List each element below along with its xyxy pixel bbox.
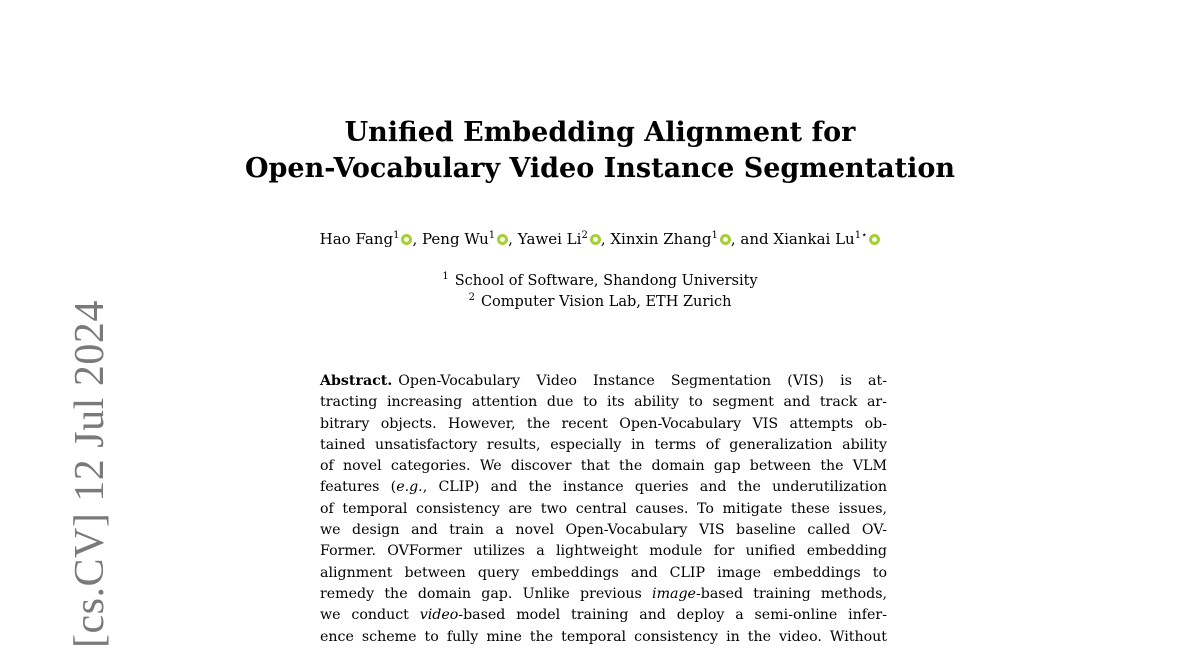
abstract-line: we conduct video-based model training and deploy a semi-online infer- — [320, 607, 887, 624]
affiliation-text: School of Software, Shandong University — [454, 273, 758, 289]
title-line-1: Unified Embedding Alignment for — [344, 117, 856, 148]
author-name: Hao Fang — [319, 230, 394, 248]
abstract — [320, 371, 887, 648]
author-affiliation-mark: 1⋆ — [854, 230, 868, 241]
author-name: Peng Wu — [422, 230, 489, 248]
affiliation — [300, 271, 900, 292]
abstract-line: bitrary objects. However, the recent Open-Vocabulary VIS attempts ob- — [320, 415, 887, 432]
author-affiliation-mark: 1 — [393, 230, 400, 241]
author-name: Xiankai Lu — [773, 230, 855, 248]
abstract-line: of temporal consistency are two central causes. To mitigate these issues, — [320, 500, 887, 517]
abstract-line: alignment between query embeddings and CLIP image embeddings to — [320, 564, 887, 581]
abstract-line: ence scheme to fully mine the temporal consistency in the video. Without — [320, 628, 887, 645]
arxiv-stamp: [cs.CV] 12 Jul 2024 — [67, 300, 113, 648]
author — [610, 230, 731, 248]
author — [320, 230, 413, 248]
paper-title — [240, 115, 960, 187]
orcid-icon[interactable] — [401, 234, 412, 245]
abstract-line: of novel categories. We discover that the domain gap between the VLM — [320, 458, 887, 475]
author-affiliation-mark: 2 — [581, 230, 588, 241]
orcid-icon[interactable] — [720, 234, 731, 245]
title-line-2: Open-Vocabulary Video Instance Segmentation — [245, 153, 955, 184]
author — [518, 230, 601, 248]
affiliation-text: Computer Vision Lab, ETH Zurich — [480, 294, 732, 310]
abstract-line: features (e.g., CLIP) and the instance queries and the underutilization — [320, 479, 887, 496]
author-conjunction: and — [740, 230, 774, 248]
author-name: Yawei Li — [517, 230, 582, 248]
orcid-icon[interactable] — [590, 234, 601, 245]
abstract-line: Former. OVFormer utilizes a lightweight module for unified embedding — [320, 543, 887, 560]
abstract-line — [320, 371, 887, 392]
abstract-line: remedy the domain gap. Unlike previous image-based training methods, — [320, 585, 887, 602]
orcid-icon[interactable] — [497, 234, 508, 245]
affiliation-number: 1 — [442, 271, 449, 283]
affiliations — [300, 271, 900, 313]
abstract-line: tained unsatisfactory results, especially in terms of generalization ability — [320, 436, 887, 453]
author-list: Hao Fang$^1$ , Peng Wu$^1$ , Yawei Li$^2$ , Xinxin Zhang$^1$ , and Xiankai $Lu^{1⋆}$ — [160, 228, 1040, 250]
orcid-icon[interactable] — [869, 234, 880, 245]
abstract-line: we design and train a novel Open-Vocabulary VIS baseline called OV- — [320, 522, 887, 539]
author-affiliation-mark: 1 — [488, 230, 496, 241]
arxiv-sidebar — [28, 300, 113, 648]
affiliation — [300, 292, 900, 313]
abstract-line: tracting increasing attention due to its ability to segment and track ar- — [320, 394, 887, 411]
author — [740, 230, 880, 248]
author-affiliation-mark: 1 — [711, 230, 718, 241]
author-name: Xinxin Zhang — [610, 230, 712, 248]
affiliation-number: 2 — [468, 292, 475, 304]
abstract-label: Abstract. — [320, 373, 393, 389]
abstract-line-text: Open-Vocabulary Video Instance Segmentation (VIS) is at- — [398, 373, 887, 389]
author — [422, 230, 508, 248]
